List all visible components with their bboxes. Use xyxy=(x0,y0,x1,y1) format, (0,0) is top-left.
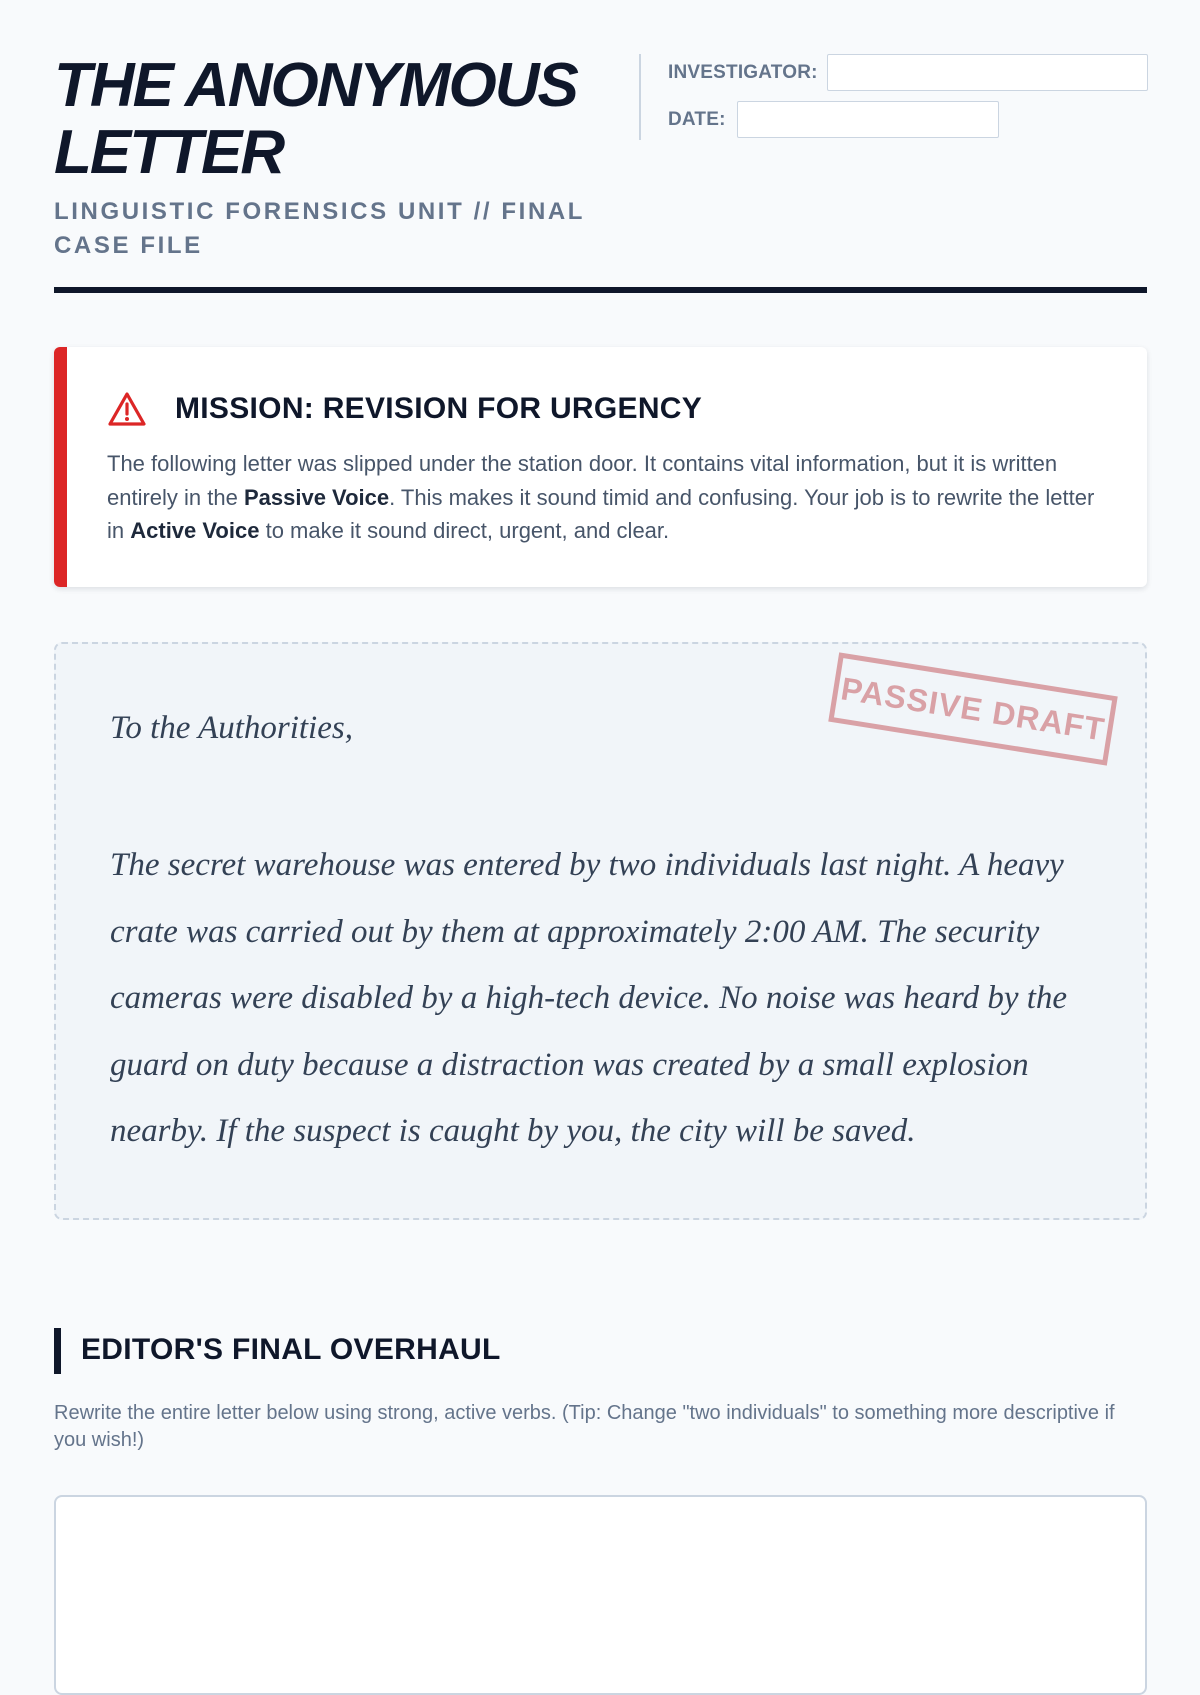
active-voice-term: Active Voice xyxy=(130,518,260,543)
rewrite-answer-box[interactable] xyxy=(54,1495,1147,1695)
investigator-field[interactable] xyxy=(827,54,1148,91)
date-field[interactable] xyxy=(737,101,999,138)
mission-accent-bar xyxy=(54,347,67,587)
editor-section-title: EDITOR'S FINAL OVERHAUL xyxy=(81,1333,501,1366)
investigator-label: INVESTIGATOR: xyxy=(668,62,818,83)
warning-triangle-icon xyxy=(107,391,147,427)
section-accent-bar xyxy=(54,1328,61,1374)
date-label: DATE: xyxy=(668,109,726,130)
passive-draft-stamp: PASSIVE DRAFT xyxy=(828,652,1117,765)
mission-title: MISSION: REVISION FOR URGENCY xyxy=(175,392,703,425)
passive-voice-term: Passive Voice xyxy=(243,484,390,510)
page-subtitle: LINGUISTIC FORENSICS UNIT // FINAL CASE FILE xyxy=(54,198,585,259)
letter-body: The secret warehouse was entered by two individuals last night. A heavy crate was carried out by them at approximately 2:00 AM. The security cameras were disabled by a high-tech device. No noise was heard by the guard on duty because a distraction was created by a small explosion nearby. If the suspect is caught by you, the city will be saved. xyxy=(110,847,1068,1149)
mission-description: The following letter was slipped under the station door. It contains vital information, but it is written entirely in the Passive Voice. This makes it sound timid and confusing. Your job is to rewrite the letter in Active Voice to make it sound direct, urgent, and clear. xyxy=(107,451,1095,543)
editor-instructions: Rewrite the entire letter below using strong, active verbs. (Tip: Change "two individuals" to something more descriptive if you wish!) xyxy=(54,1402,1115,1451)
header-rule xyxy=(54,287,1147,293)
header-divider xyxy=(639,54,641,140)
worksheet-page xyxy=(54,0,1147,1451)
header xyxy=(54,0,1147,294)
page-title: THE ANONYMOUS LETTER xyxy=(54,51,577,187)
mission-box xyxy=(54,347,1147,587)
letter-greeting: To the Authorities, xyxy=(110,710,353,746)
